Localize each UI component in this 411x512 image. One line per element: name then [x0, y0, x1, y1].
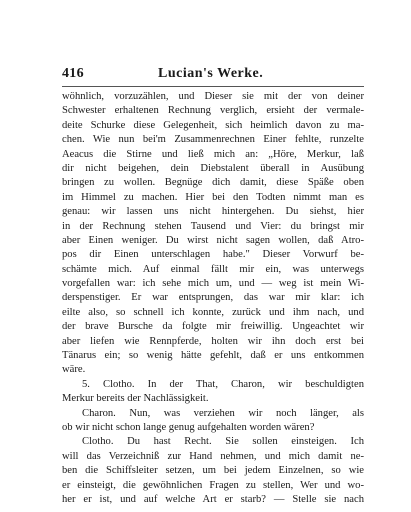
- text-line: ob wir nicht schon lange genug aufgehalten worden wären?: [62, 421, 315, 433]
- text-line: Aeacus die Stirne und ließ mich an: „Höre, Merkur, laß: [62, 148, 364, 160]
- text-line: wöhnlich, vorzuzählen, und Dieser sie mit der von deiner: [62, 91, 364, 102]
- text-line: derspenstiger. Er war entsprungen, das war mir klar: ich: [62, 292, 364, 304]
- paragraph-clotho-1: [62, 378, 364, 407]
- text-line: aber Einen weniger. Du wirst nicht sagen wollen, daß Atro-: [62, 234, 364, 246]
- text-line: 5. Clotho. In der That, Charon, wir beschuldigten: [82, 378, 364, 390]
- text-line: deite Schurke diese Gelegenheit, sich heimlich davon zu ma-: [62, 119, 364, 131]
- text-line: Schwester erhaltenen Rechnung verglich, ersieht der vermale-: [62, 105, 364, 117]
- page-header: [62, 66, 362, 84]
- text-line: Charon. Nun, was verziehen wir noch länger, als: [82, 407, 364, 419]
- text-line: Clotho. Du hast Recht. Sie sollen einsteigen. Ich: [82, 436, 364, 448]
- text-line: eilte also, so schnell ich konnte, zurück und ihm nach, und: [62, 306, 364, 318]
- text-line: er einsteigt, die gewöhnlichen Fragen zu stellen, Wer und wo-: [62, 479, 364, 491]
- running-head: Lucian's Werke.: [158, 66, 264, 81]
- text-line: Merkur bereits der Nachlässigkeit.: [62, 393, 209, 405]
- text-line: im Himmel zu machen. Hier bei den Todten nimmt man es: [62, 191, 364, 203]
- text-line: pos dir Einen unterschlagen habe." Dieser Vorwurf be-: [62, 249, 364, 261]
- text-line: in der Rechnung stehen Tausend und Vier: du bringst mir: [62, 220, 364, 232]
- text-line: genau: wir lassen uns nicht hintergehen. Du siehst, hier: [62, 206, 364, 218]
- text-line: ben die Schiffsleiter setzen, um bei jedem Einzelnen, so wie: [62, 465, 364, 477]
- text-line: aber liefen wie Rennpferde, holten wir ihn doch erst bei: [62, 335, 364, 347]
- header-rule: [62, 86, 364, 87]
- text-line: chen. Wie nun bei'm Zusammenrechnen Einer fehlte, runzelte: [62, 134, 364, 146]
- paragraph-narration: [62, 90, 364, 378]
- text-line: bringen zu wollen. Begnüge dich damit, diese Späße oben: [62, 177, 364, 189]
- text-line: her er ist, und auf welche Art er starb? — Stelle sie nach: [62, 493, 364, 505]
- text-line: will das Verzeichniß zur Hand nehmen, und mich damit ne-: [62, 450, 364, 462]
- text-line: vorgefallen war: ich sehe mich um, und — weg ist mein Wi-: [62, 278, 364, 290]
- text-line: wäre.: [62, 364, 86, 376]
- text-line: der brave Bursche da folgte mir freiwillig. Ungeachtet wir: [62, 321, 364, 333]
- body-text: [62, 90, 364, 507]
- text-line: Tänarus ein; so wenig hätte gefehlt, daß er uns entkommen: [62, 350, 364, 362]
- paragraph-charon: [62, 407, 364, 436]
- page-number: 416: [62, 66, 84, 81]
- text-line: dir nicht beigehen, dein Diebstalent überall in Ausübung: [62, 162, 364, 174]
- text-line: schämte mich. Auf einmal fällt mir ein, was unterwegs: [62, 263, 364, 275]
- paragraph-clotho-2: [62, 435, 364, 507]
